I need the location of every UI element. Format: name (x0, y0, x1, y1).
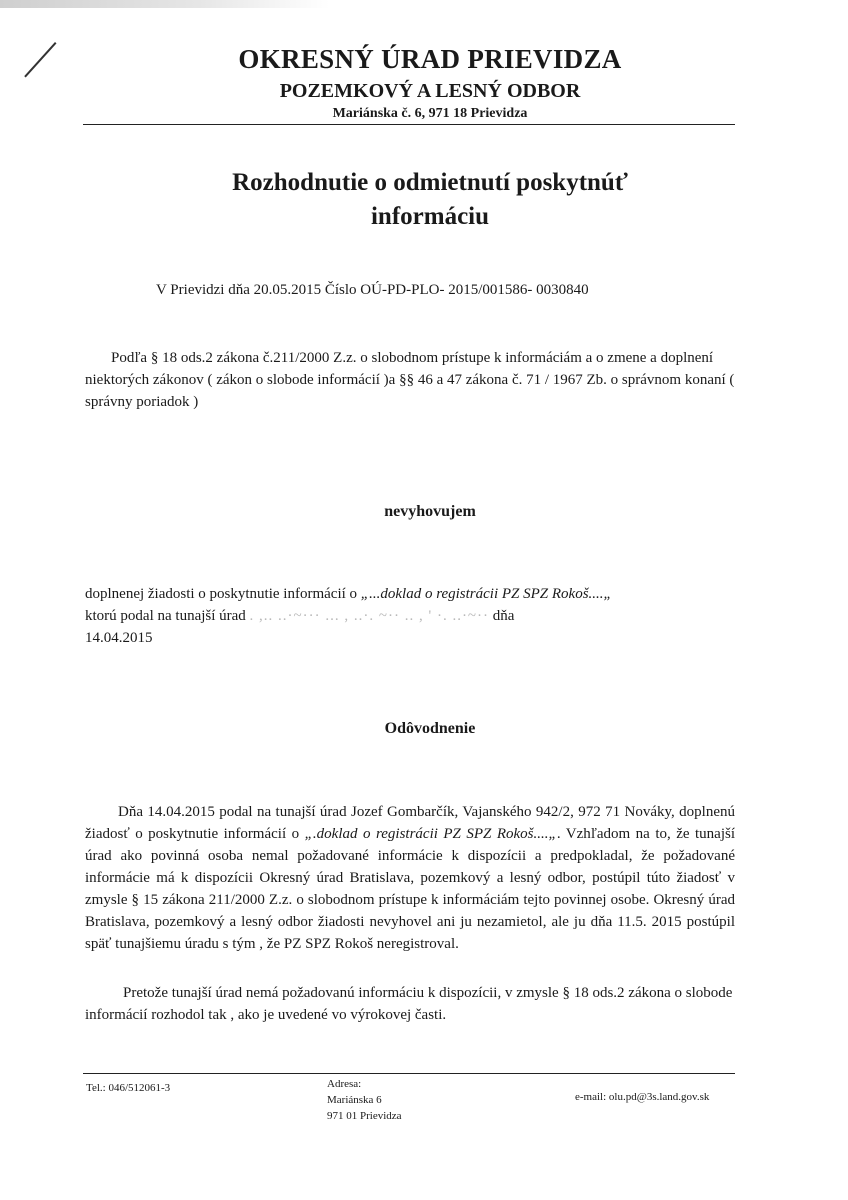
request-line2 (85, 605, 765, 627)
reasoning-paragraph-1 (85, 801, 735, 955)
request-line1-text: doplnenej žiadosti o poskytnutie informácií o (85, 586, 361, 602)
document-title-line1: Rozhodnutie o odmietnutí poskytnúť (232, 169, 628, 196)
department-name: POZEMKOVÝ A LESNÝ ODBOR (279, 80, 581, 102)
request-line1 (85, 583, 765, 605)
reasoning-paragraph-2: Pretože tunajší úrad nemá požadovanú informáciu k dispozícii, v zmysle § 18 ods.2 zákona o slobode informácií rozhodol tak , ako je uvedené vo výrokovej časti. (85, 985, 733, 1023)
organization-title: OKRESNÝ ÚRAD PRIEVIDZA (238, 44, 622, 74)
reasoning-p1-part-b: . Vzhľadom na to, že tunajší úrad ako povinná osoba nemal požadované informácie k dispozícii a predpokladal, že požadované informácie má k dispozícii Okresný úrad Bratislava, pozemkový a lesný odbor, postúpil túto žiadosť v zmysle § 15 zákona 211/2000 Z.z. o slobodnom prístupe k informáciám tejto povinnej osobe. Okresný úrad Bratislava, pozemkový a lesný odbor žiadosti nevyhovel ani ju nezamietol, ale ju dňa 11.5. 2015 postúpil späť tunajšiemu úradu s tým , že PZ SPZ Rokoš neregistroval. (85, 826, 736, 952)
scan-artifact (0, 0, 330, 8)
reasoning-heading: Odôvodnenie (384, 720, 476, 737)
decision-verdict: nevyhovujem (384, 503, 476, 520)
header-divider (83, 124, 735, 125)
document-reference: V Prievidzi dňa 20.05.2015 Číslo OÚ-PD-PLO- 2015/001586- 0030840 (156, 282, 589, 298)
reasoning-p1-part-a: Dňa 14.04.2015 podal na tunajší úrad Jozef Gombarčík, Vajanského 942/2, 972 71 Nováky, doplnenú žiadosť o poskytnutie informácií o (85, 804, 735, 842)
footer-phone: Tel.: 046/512061-3 (86, 1082, 171, 1094)
organization-address: Mariánska č. 6, 971 18 Prievidza (332, 106, 528, 121)
redacted-text: . ,.. ..·~··· ... , ..·. ~·· .. , ' ·. ..·~·· (249, 608, 490, 624)
footer-address-label: Adresa: (327, 1078, 362, 1090)
reasoning-p1-subject: „.doklad o registrácii PZ SPZ Rokoš....„ (304, 826, 557, 842)
pen-mark (24, 42, 56, 78)
legal-basis-paragraph: Podľa § 18 ods.2 zákona č.211/2000 Z.z. o slobodnom prístupe k informáciám a o zmene a doplnení niektorých zákonov ( zákon o slobode informácií )a §§ 46 a 47 zákona č. 71 / 1967 Zb. o správnom konaní ( správny poriadok ) (85, 350, 735, 410)
request-date: 14.04.2015 (85, 630, 153, 646)
footer-email: e-mail: olu.pd@3s.land.gov.sk (575, 1091, 710, 1103)
document-title (120, 166, 740, 234)
footer-address-street: Mariánska 6 (327, 1094, 382, 1106)
request-line2-text: ktorú podal na tunajší úrad (85, 608, 250, 624)
footer-address (327, 1076, 402, 1124)
request-paragraph (85, 583, 765, 649)
document-title-line2: informáciu (370, 203, 490, 230)
request-line2-end: dňa (489, 608, 515, 624)
footer-divider (83, 1073, 735, 1074)
footer-address-city: 971 01 Prievidza (327, 1110, 402, 1122)
request-subject: „...doklad o registrácii PZ SPZ Rokoš....„ (360, 586, 612, 602)
